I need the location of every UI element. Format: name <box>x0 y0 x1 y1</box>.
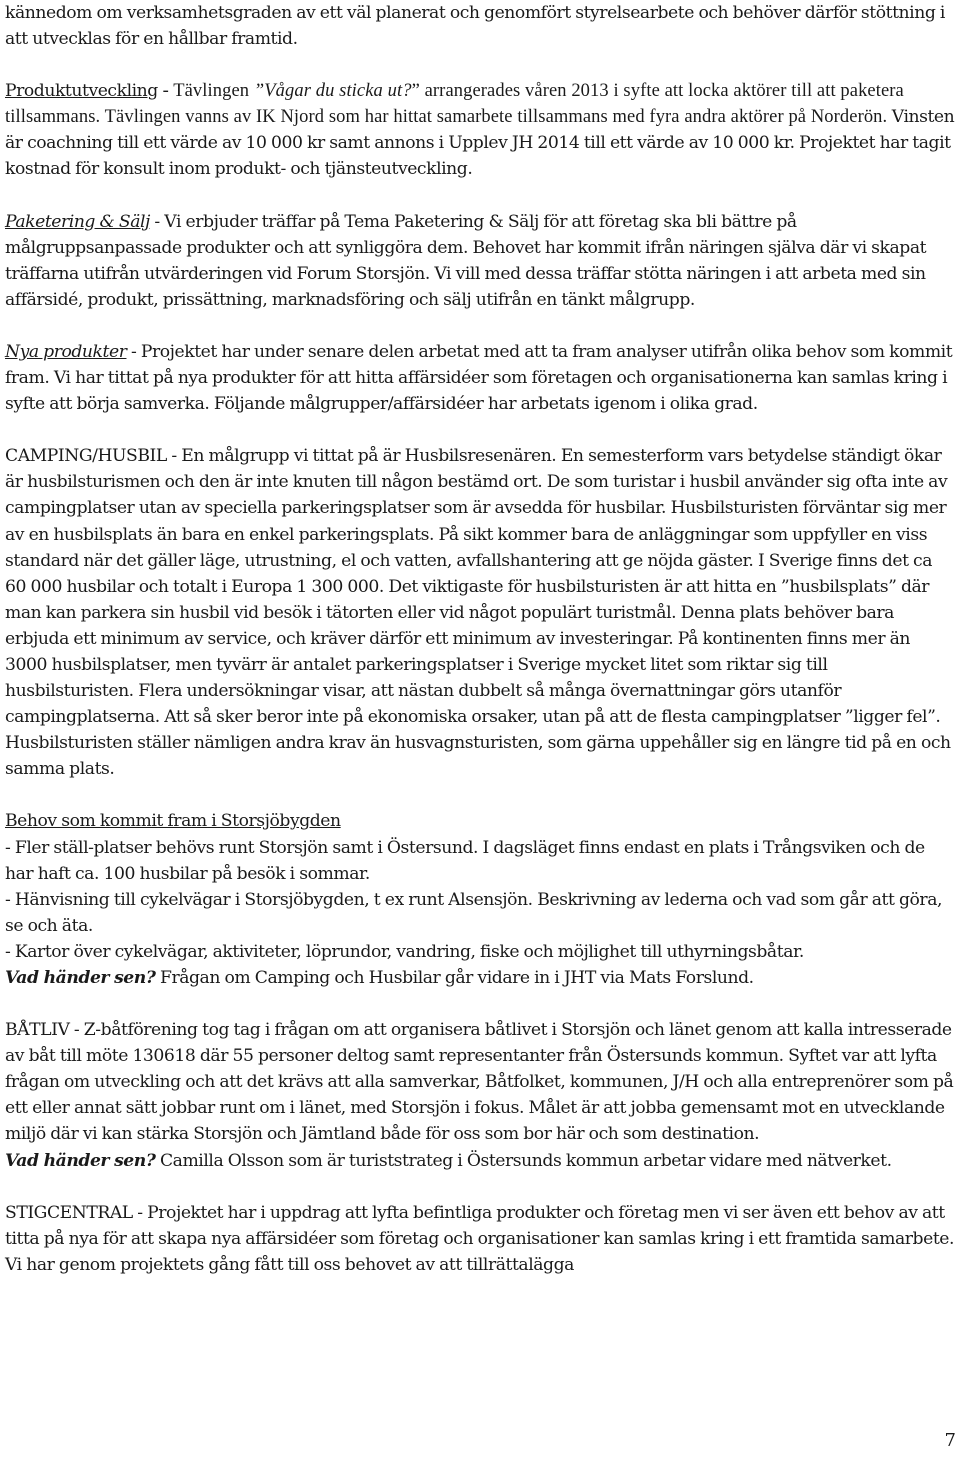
produktutveckling-heading: Produktutveckling <box>5 81 158 102</box>
produktutveckling-sep: - Tävlingen <box>157 81 254 102</box>
document-page <box>5 0 955 1278</box>
nya-produkter-heading: Nya produkter <box>5 341 127 362</box>
produktutveckling-text-b: Vinsten är coachning till ett värde av 10 000 kr samt annons i Upplev JH 2014 till ett värde av 10 000 kr. Projektet har tagit kostnad för konsult inom produkt- och tjänsteutveckling. <box>5 107 955 180</box>
contest-name: ”Vågar du sticka ut? <box>253 81 412 102</box>
nya-produkter-paragraph <box>5 339 955 417</box>
intro-paragraph: kännedom om verksamhetsgraden av ett väl planerat och genomfört styrelsearbete och behöver därför stöttning i att utvecklas för en hållbar framtid. <box>5 3 945 50</box>
page-number: 7 <box>944 1430 956 1451</box>
batliv-next-step <box>5 1148 955 1174</box>
nya-produkter-text: - Projektet har under senare delen arbetat med att ta fram analyser utifrån olika behov som kommit fram. Vi har tittat på nya produkter för att hitta affärsidéer som företagen och organisationerna kan samlas kring i syfte att börja samverka. Följande målgrupper/affärsidéer har arbetats igenom i olika grad. <box>5 341 953 415</box>
produktutveckling-text-a: ” arrangerades våren 2013 i syfte att locka aktörer till att paketera tillsammans. Tävlingen vanns av IK Njord som har hittat samarbete tillsammans med fyra andra aktörer på Norderön. <box>5 81 904 128</box>
behov-item: - Fler ställ-platser behövs runt Storsjön samt i Östersund. I dagsläget finns endast en plats i Trångsviken och de har haft ca. 100 husbilar på besök i sommar. <box>5 837 925 884</box>
next-step-text: Frågan om Camping och Husbilar går vidare in i JHT via Mats Forslund. <box>155 968 754 988</box>
next-step-label: Vad händer sen? <box>5 1150 156 1171</box>
next-step-label: Vad händer sen? <box>5 968 156 988</box>
paketering-paragraph <box>5 209 955 313</box>
behov-next-step <box>5 965 955 991</box>
batliv-paragraph: BÅTLIV - Z-båtförening tog tag i frågan om att organisera båtlivet i Storsjön och länet genom att kalla intresserade av båt till möte 130618 där 55 personer deltog samt representanter från Östersunds kommun. Syftet var att lyfta frågan om utveckling och att det krävs att alla samverkar, Båtfolket, kommunen, J/H och alla entreprenörer som på ett eller annat sätt jobbar runt om i länet, med Storsjön i fokus. Målet är att jobba gemensamt mot en utvecklande miljö där vi kan stärka Storsjön och Jämtland både för oss som bor här och som destination. <box>5 1020 954 1145</box>
camping-paragraph: CAMPING/HUSBIL - En målgrupp vi tittat på är Husbilsresenären. En semesterform vars betydelse ständigt ökar är husbilsturismen och den är inte knuten till någon bestämd ort. De som turistar i husbil använder sig ofta inte av campingplatser utan av speciella parkeringsplatser som är avsedda för husbilar. Husbilsturisten förväntar sig mer av en husbilsplats än bara en enkel parkeringsplats. På sikt kommer bara de anläggningar som uppfyller en viss standard när det gäller läge, utrustning, el och vatten, avfallshantering att ge nöjda gäster. I Sverige finns det ca 60 000 husbilar och totalt i Europa 1 300 000. Det viktigaste för husbilsturisten är att hitta en ”husbilsplats” där man kan parkera sin husbil vid besök i tätorten eller vid något populärt turistmål. Denna plats behöver bara erbjuda ett minimum av service, och kräver därför ett minimum av investeringar. På kontinenten finns mer än 3000 husbilsplatser, men tyvärr är antalet parkeringsplatser i Sverige mycket litet som riktar sig till husbilsturisten. Flera undersökningar visar, att nästan dubbelt så många övernattningar görs utanför campingplatserna. Att så sker beror inte på ekonomiska orsaker, utan på att de flesta campingplatser ”ligger fel”. Husbilsturisten ställer nämligen andra krav än husvagnsturisten, som gärna uppehåller sig en längre tid på en och samma plats. <box>5 446 951 780</box>
next-step-text: Camilla Olsson som är turiststrateg i Östersunds kommun arbetar vidare med nätverket. <box>155 1150 892 1171</box>
paketering-heading: Paketering & Sälj <box>5 211 150 232</box>
behov-item: - Hänvisning till cykelvägar i Storsjöbygden, t ex runt Alsensjön. Beskrivning av lederna och vad som går att göra, se och äta. <box>5 889 943 936</box>
paketering-text: - Vi erbjuder träffar på Tema Paketering & Sälj för att företag ska bli bättre på målgruppsanpassade produkter och att synliggöra dem. Behovet har kommit ifrån näringen själva där vi skapat träffarna utifrån utvärderingen vid Forum Storsjön. Vi vill med dessa träffar stötta näringen i att arbeta med sin affärsidé, produkt, prissättning, marknadsföring och sälj utifrån en tänkt målgrupp. <box>5 211 927 310</box>
produktutveckling-paragraph <box>5 78 955 182</box>
stigcentral-paragraph: STIGCENTRAL - Projektet har i uppdrag att lyfta befintliga produkter och företag men vi ser även ett behov av att titta på nya för att skapa nya affärsidéer som företag och organisationer kan samlas kring i ett framtida samarbete. Vi har genom projektets gång fått till oss behovet av att tillrättalägga <box>5 1202 955 1275</box>
behov-item: - Kartor över cykelvägar, aktiviteter, löprundor, vandring, fiske och möjlighet till uthyrningsbåtar. <box>5 941 804 962</box>
behov-heading: Behov som kommit fram i Storsjöbygden <box>5 811 341 832</box>
